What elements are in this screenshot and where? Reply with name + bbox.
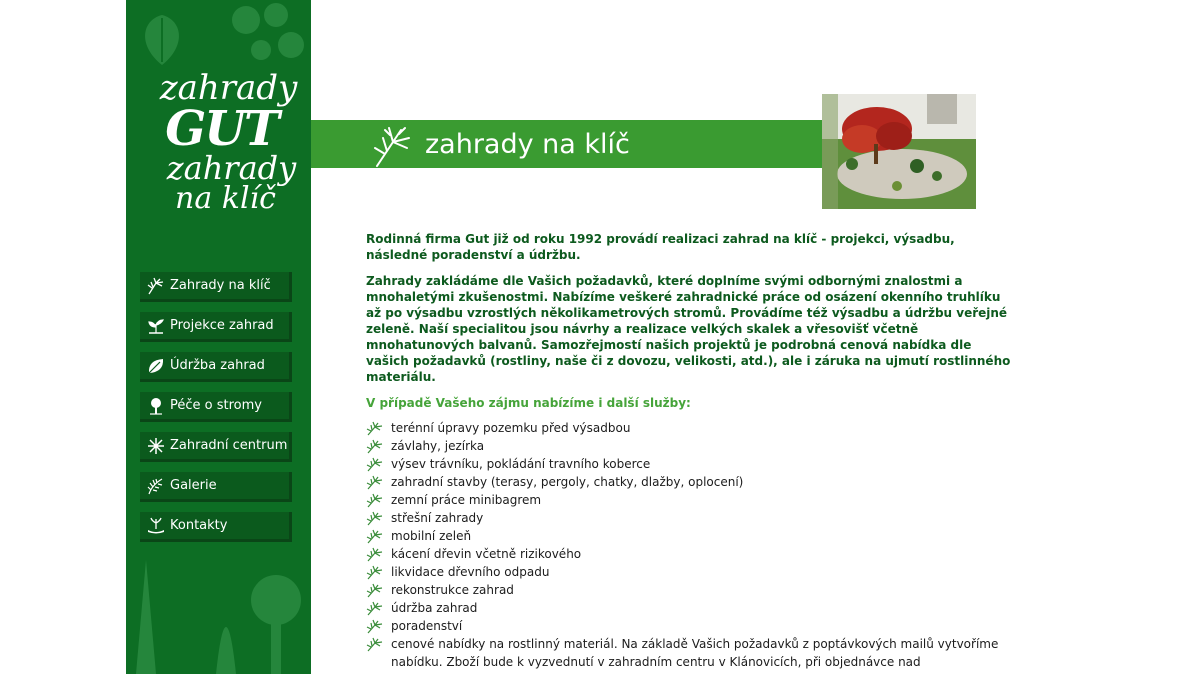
service-item (366, 617, 1016, 635)
nav-item-pece-o-stromy[interactable] (140, 392, 292, 422)
nav-item-zahrady-na-klic[interactable] (140, 272, 292, 302)
site-logo[interactable] (126, 70, 311, 214)
services-list (366, 419, 1016, 671)
service-item (366, 599, 1016, 617)
nav-label: Údržba zahrad (170, 358, 265, 373)
nav-item-zahradni-centrum[interactable] (140, 432, 292, 462)
herb-bullet-icon (366, 456, 384, 472)
garden-photo-image (822, 94, 976, 209)
herb-bullet-icon (366, 582, 384, 598)
herb-bullet-icon (366, 636, 384, 652)
service-item (366, 563, 1016, 581)
herb-bullet-icon (366, 564, 384, 580)
herb-bullet-icon (366, 510, 384, 526)
service-label: střešní zahrady (391, 511, 484, 525)
decorative-tree-icon (126, 540, 311, 674)
main-content (366, 231, 1016, 671)
service-label: cenové nabídky na rostlinný materiál. Na základě Vašich požadavků z poptávkových mailů vytvoříme nabídku. Zboží bude k vyzvednutí v zahradním centru v Klánovicích, při objednávce nad (391, 637, 999, 669)
page-title: zahrady na klíč (425, 129, 630, 160)
service-item (366, 473, 1016, 491)
sidebar (126, 0, 311, 674)
logo-line-4: na klíč (175, 181, 276, 216)
service-label: terénní úpravy pozemku před výsadbou (391, 421, 631, 435)
herb-bullet-icon (366, 492, 384, 508)
star-flower-icon (146, 437, 166, 455)
service-item (366, 509, 1016, 527)
logo-brand: GUT (165, 101, 278, 157)
leaf-icon (146, 357, 166, 375)
decorative-leaves-icon (226, 0, 306, 70)
service-label: zahradní stavby (terasy, pergoly, chatky, dlažby, oplocení) (391, 475, 744, 489)
service-item (366, 581, 1016, 599)
service-label: zemní práce minibagrem (391, 493, 542, 507)
herb-bullet-icon (366, 600, 384, 616)
decorative-leaf-icon (132, 10, 192, 70)
service-label: kácení dřevin včetně rizikového (391, 547, 582, 561)
service-label: výsev trávníku, pokládání travního koberce (391, 457, 651, 471)
herb-bullet-icon (366, 420, 384, 436)
nav-item-projekce-zahrad[interactable] (140, 312, 292, 342)
body-paragraph: Zahrady zakládáme dle Vašich požadavků, které doplníme svými odbornými znalostmi a mnohaletými zkušenostmi. Nabízíme veškeré zahradnické práce od osázení okenního truhlíku až po výsadbu vzrostlých několikametrových stromů. Provádíme též výsadbu a údržbu veřejné zeleně. Naší specialitou jsou návrhy a realizace velkých skalek a vřesovišť včetně mnohatunových balvanů. Samozřejmostí našich projektů je podrobná cenová nabídka dle vašich požadavků (rostliny, naše či z dovozu, velikosti, atd.), ale i záruka na ujmutí rostlinného materiálu. (366, 274, 1011, 384)
service-label: závlahy, jezírka (391, 439, 485, 453)
nav-label: Projekce zahrad (170, 318, 274, 333)
fern-icon (146, 477, 166, 495)
service-label: rekonstrukce zahrad (391, 583, 514, 597)
service-item (366, 419, 1016, 437)
nav-label: Zahradní centrum (170, 438, 288, 453)
logo-line-1: zahrady (159, 68, 298, 108)
tree-icon (146, 397, 166, 415)
nav-item-kontakty[interactable] (140, 512, 292, 542)
herb-icon (371, 124, 415, 168)
herb-bullet-icon (366, 618, 384, 634)
nav-item-galerie[interactable] (140, 472, 292, 502)
service-item (366, 491, 1016, 509)
nav-label: Galerie (170, 478, 217, 493)
nav-label: Kontakty (170, 518, 228, 533)
herb-icon (146, 277, 166, 295)
service-label: likvidace dřevního odpadu (391, 565, 550, 579)
intro-paragraph: Rodinná firma Gut již od roku 1992 provádí realizaci zahrad na klíč - projekci, výsadbu, následné poradenství a údržbu. (366, 232, 955, 262)
herb-bullet-icon (366, 438, 384, 454)
service-item (366, 635, 1016, 671)
nav-label: Péče o stromy (170, 398, 262, 413)
logo-line-3: zahrady (166, 149, 297, 187)
herb-bullet-icon (366, 474, 384, 490)
plant-hand-icon (146, 517, 166, 535)
service-item (366, 545, 1016, 563)
herb-bullet-icon (366, 528, 384, 544)
nav-label: Zahrady na klíč (170, 278, 271, 293)
herb-bullet-icon (366, 546, 384, 562)
nav-item-udrzba-zahrad[interactable] (140, 352, 292, 382)
service-label: údržba zahrad (391, 601, 478, 615)
page-banner (311, 120, 823, 168)
service-item (366, 437, 1016, 455)
main-navigation (140, 272, 292, 552)
sprout-icon (146, 317, 166, 335)
service-item (366, 455, 1016, 473)
garden-photo (822, 94, 976, 209)
services-heading: V případě Vašeho zájmu nabízíme i další služby: (366, 396, 691, 410)
service-label: poradenství (391, 619, 463, 633)
service-label: mobilní zeleň (391, 529, 472, 543)
service-item (366, 527, 1016, 545)
